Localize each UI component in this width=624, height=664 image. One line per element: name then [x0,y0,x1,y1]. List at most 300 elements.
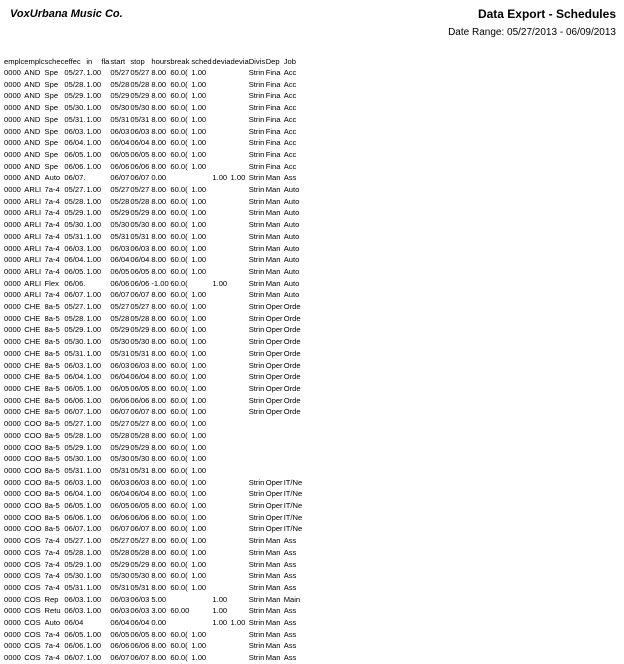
table-cell: 05/29 [110,208,130,218]
table-cell: AND [24,161,41,171]
table-cell [101,67,110,79]
table-cell: Auto [283,266,300,276]
table-cell: Auto [283,231,300,241]
table-cell: Ass [283,653,297,663]
table-cell: 06/06. [64,161,86,171]
table-cell: 06/07 [130,653,150,663]
table-cell: 8.00 [151,185,167,195]
table-cell [101,313,110,325]
table-cell [101,605,110,617]
table-cell [101,278,110,290]
table-cell: AND [24,138,41,148]
table-cell [212,383,230,395]
table-cell [212,640,230,652]
table-cell: Oper [265,501,283,511]
table-cell: 06/04 [130,255,150,265]
report-title: Data Export - Schedules [477,7,616,21]
table-cell: 1.00 [86,290,102,300]
table-cell: Acc [283,149,297,159]
table-cell: 05/29. [64,442,86,452]
table-cell [101,324,110,336]
table-cell: Orde [283,348,301,358]
table-cell [212,313,230,325]
column-header: hours [151,57,171,66]
table-cell: 06/04 [110,255,130,265]
table-cell: 1.00 [191,536,207,546]
table-cell: 8.00 [151,231,167,241]
table-cell: Fina [265,149,281,159]
table-cell: CHE [24,383,41,393]
table-cell: 05/30. [64,220,86,230]
table-row [4,430,308,442]
table-cell [231,442,249,454]
table-cell: COO [24,430,42,440]
table-cell [101,254,110,266]
table-cell: 0000 [4,407,21,417]
table-cell [212,161,230,173]
table-cell: 05/30. [64,571,86,581]
table-cell: 06/07 [110,290,130,300]
table-row [4,126,308,138]
table-cell: Man [265,173,281,183]
table-cell: Auto [283,278,300,288]
table-cell: 05/28 [130,196,150,206]
table-cell: 60.0( [170,68,188,77]
table-row [4,114,308,126]
table-cell: 06/05 [130,629,150,639]
table-cell: 1.00 [230,618,246,628]
table-cell [231,67,249,79]
table-cell: 8.00 [151,641,167,651]
table-cell: 8.00 [151,337,167,347]
table-cell: 05/31. [64,582,86,592]
table-cell: Strin [248,629,265,639]
table-cell: -1.00 [151,278,169,288]
table-cell [231,79,249,91]
table-header-row [4,56,308,67]
table-cell: COS [24,653,41,663]
table-cell: Ass [283,629,297,639]
table-cell [249,442,266,454]
table-cell [101,406,110,418]
table-cell: Man [265,185,281,195]
table-cell: 05/30 [110,571,130,581]
table-cell: 8.00 [151,407,167,417]
table-cell [231,254,249,266]
table-row [4,266,308,278]
table-cell: Oper [265,524,283,534]
table-cell: 05/30 [110,337,130,347]
table-cell: 06/06. [64,278,86,288]
table-cell: 05/27 [110,419,130,429]
table-cell: 05/28. [64,547,86,557]
table-cell [101,114,110,126]
table-cell: 60.0( [170,512,188,522]
table-cell: ARLI [24,196,42,206]
table-row [4,488,308,500]
table-cell: 8.00 [151,477,167,487]
table-cell: 60.0( [170,477,188,487]
table-row [4,243,308,255]
table-cell: Strin [248,68,265,77]
table-cell: Strin [248,582,265,592]
table-cell: 06/03 [130,606,150,616]
table-cell: 60.0( [170,524,188,534]
table-cell [231,477,249,489]
table-cell: 1.00 [86,594,102,604]
table-cell: 05/31. [64,231,86,241]
table-cell: 8.00 [151,465,167,475]
table-cell: 8.00 [151,196,167,206]
table-cell: 1.00 [86,138,102,148]
table-cell [101,301,110,313]
table-cell: 1.00 [86,161,102,171]
table-cell [231,231,249,243]
table-cell: Strin [248,325,265,335]
table-cell: Man [265,653,281,663]
table-row [4,360,308,372]
table-cell [231,418,249,430]
table-row [4,137,308,149]
table-cell [212,348,230,360]
table-cell: Fina [265,138,281,148]
table-cell: 06/03. [64,243,86,253]
table-cell: 0000 [4,208,21,218]
table-cell: 06/04 [130,138,150,148]
table-cell: 1.00 [191,220,207,230]
table-cell: 06/04. [64,489,86,499]
table-cell: 60.0( [170,91,188,101]
table-cell: 0000 [4,372,21,382]
table-cell [212,149,230,161]
table-cell: 0000 [4,419,21,429]
table-cell: Man [265,196,281,206]
column-header: emplc [4,57,25,66]
table-cell: 0000 [4,173,21,183]
table-row [4,161,308,173]
table-cell: 1.00 [191,465,207,475]
table-cell: 06/03. [64,126,86,136]
table-row [4,418,308,430]
table-cell [212,360,230,372]
table-cell: 8.00 [151,348,167,358]
table-cell: Strin [248,501,265,511]
table-cell: 0000 [4,618,21,628]
table-cell: Auto [44,173,61,183]
table-cell: 8a-5 [44,501,60,511]
table-cell [212,114,230,126]
table-cell: 06/07 [110,524,130,534]
table-cell: 0000 [4,606,21,616]
table-cell: CHE [24,348,41,358]
table-cell: 05/30 [130,220,150,230]
table-cell: Man [265,243,281,253]
table-cell: 1.00 [86,395,102,405]
table-cell: 60.0( [170,419,188,429]
table-cell: Orde [283,395,301,405]
table-row [4,570,308,582]
table-cell [212,254,230,266]
table-cell [212,231,230,243]
table-cell: 7a-4 [44,571,60,581]
table-cell: 05/31. [64,114,86,124]
table-cell [231,137,249,149]
table-cell: 1.00 [191,372,207,382]
table-cell [231,360,249,372]
table-cell [212,500,230,512]
table-cell: Strin [248,231,265,241]
table-cell: 06/06 [130,395,150,405]
table-cell [231,161,249,173]
table-cell [231,582,249,594]
table-cell: Fina [265,68,281,77]
table-cell: 06/06 [130,278,150,288]
table-cell: Orde [283,313,301,323]
table-cell: 7a-4 [44,582,60,592]
table-cell: 8.00 [151,653,167,663]
table-cell: Man [265,208,281,218]
table-cell: Man [265,618,281,628]
table-cell: 7a-4 [44,243,60,253]
table-cell: 05/28 [110,547,130,557]
table-cell: 05/30 [130,337,150,347]
table-cell: Strin [248,313,265,323]
table-cell: 05/28. [64,430,86,440]
table-cell: 1.00 [86,582,102,592]
table-cell: 05/30 [130,103,150,113]
table-cell [101,395,110,407]
table-cell: 0000 [4,348,21,358]
table-cell [231,547,249,559]
table-cell: 0000 [4,196,21,206]
table-row [4,582,308,594]
table-cell: 60.0( [170,407,188,417]
table-cell: Spe [44,149,59,159]
table-cell: Strin [248,524,265,534]
table-cell: 60.0( [170,161,188,171]
table-cell: 60.0( [170,103,188,113]
table-cell: Strin [248,653,265,663]
table-cell: 0000 [4,594,21,604]
table-cell: 7a-4 [44,266,60,276]
table-cell: 06/03 [110,126,130,136]
table-cell: Orde [283,302,301,312]
table-cell: 05/29 [130,91,150,101]
table-cell [212,652,230,664]
table-cell: 1.00 [86,524,102,534]
table-cell: COS [24,629,41,639]
table-cell [101,348,110,360]
table-cell: 0000 [4,126,21,136]
table-cell: 1.00 [86,325,102,335]
table-cell: Strin [248,547,265,557]
table-cell: IT/Ne [283,477,303,487]
table-cell [101,266,110,278]
table-cell: AND [24,103,41,113]
table-cell: 06/06 [110,278,130,288]
table-cell: 05/31 [110,348,130,358]
table-cell: 8.00 [151,489,167,499]
table-cell: Ass [283,547,297,557]
table-cell: COO [24,501,42,511]
table-cell: 1.00 [86,653,102,663]
column-header: Divis [248,57,266,66]
table-cell: 06/03 [110,477,130,487]
table-cell [212,465,230,477]
table-cell: 8.00 [151,220,167,230]
column-header: emplc [24,57,45,66]
table-cell: Ass [283,173,297,183]
table-cell: 06/03 [110,594,130,604]
table-cell: 06/07 [130,407,150,417]
column-header: fla [101,57,110,66]
table-cell: 7a-4 [44,290,60,300]
table-cell: Strin [248,618,265,628]
table-cell: 0000 [4,149,21,159]
table-cell: 0000 [4,91,21,101]
table-cell: Flex [44,278,59,288]
table-cell: Ass [283,606,297,616]
table-cell: Strin [248,489,265,499]
table-cell: 05/27. [64,68,86,77]
table-cell: 05/31 [110,231,130,241]
table-cell: 05/31 [130,114,150,124]
column-header: stop [130,57,145,66]
table-cell: 06/04 [110,618,130,628]
table-cell: 8.00 [151,372,167,382]
table-cell: 8.00 [151,79,167,89]
table-cell: Ass [283,571,297,581]
table-cell: 06/04 [130,618,150,628]
table-cell: Acc [283,161,297,171]
table-row [4,629,308,641]
table-cell: 1.00 [86,536,102,546]
table-cell: 0.00 [151,618,167,628]
table-cell: 1.00 [191,114,207,124]
table-cell: 7a-4 [44,185,60,195]
table-row [4,547,308,559]
table-cell: 1.00 [86,454,102,464]
table-cell: 05/30 [130,571,150,581]
table-cell: 05/28. [64,79,86,89]
table-cell: 0000 [4,243,21,253]
table-cell: 60.0( [170,325,188,335]
table-cell [231,406,249,418]
table-cell: 7a-4 [44,208,60,218]
table-cell: 1.00 [191,653,207,663]
table-cell [101,652,110,664]
table-cell: 60.0( [170,337,188,347]
table-cell [231,114,249,126]
table-cell [191,172,212,184]
table-cell: COS [24,547,41,557]
table-cell: 60.0( [170,430,188,440]
table-cell: 3.00 [151,606,167,616]
table-cell: 0000 [4,185,21,195]
table-cell: 06/07 [130,524,150,534]
table-row [4,90,308,102]
table-cell [212,442,230,454]
table-cell: 1.00 [191,582,207,592]
table-cell: 8a-5 [44,454,60,464]
table-cell: Orde [283,407,301,417]
table-cell: 05/29 [110,442,130,452]
table-cell [231,430,249,442]
table-cell: 60.00 [170,606,190,616]
table-cell: 8a-5 [44,477,60,487]
table-cell: 1.00 [86,114,102,124]
table-cell [212,184,230,196]
table-row [4,324,308,336]
table-cell: 1.00 [212,278,228,288]
table-cell: 05/30 [110,454,130,464]
table-cell: Fina [265,91,281,101]
table-cell: 8.00 [151,243,167,253]
table-cell: 60.0( [170,126,188,136]
table-cell [231,126,249,138]
table-cell: Auto [283,290,300,300]
table-cell: 05/27 [110,68,130,77]
table-cell: Strin [248,196,265,206]
column-header: devia [212,57,231,66]
table-cell: 06/07. [64,653,86,663]
table-cell [212,67,230,79]
table-cell: 05/28 [130,547,150,557]
table-cell: 1.00 [191,196,207,206]
table-cell: 8.00 [151,442,167,452]
table-cell [212,418,230,430]
table-cell: 06/05. [64,149,86,159]
table-cell: 8.00 [151,103,167,113]
table-cell [101,559,110,571]
table-cell: 8.00 [151,208,167,218]
table-cell: 05/29. [64,91,86,101]
table-row [4,406,308,418]
table-cell: Oper [265,512,283,522]
table-cell: Auto [283,185,300,195]
table-cell [231,219,249,231]
table-cell: 05/27. [64,536,86,546]
table-cell: 06/07 [110,173,130,183]
table-cell: 0000 [4,337,21,347]
table-cell: 1.00 [191,489,207,499]
table-cell: 8.00 [151,571,167,581]
table-cell: Strin [248,302,265,312]
table-cell: 1.00 [86,571,102,581]
table-cell: Oper [265,383,283,393]
table-cell: 8.00 [151,582,167,592]
table-cell: 60.0( [170,313,188,323]
table-cell: ARLI [24,185,42,195]
table-cell: 05/27 [110,536,130,546]
table-cell: Oper [265,407,283,417]
table-cell: 1.00 [191,313,207,323]
table-cell: 1.00 [86,559,102,569]
table-cell: 8a-5 [44,383,60,393]
table-cell: COO [24,465,42,475]
table-cell: 06/07 [110,407,130,417]
table-cell: 8.00 [151,501,167,511]
table-cell: 1.00 [191,641,207,651]
table-cell [284,430,308,442]
table-cell: Strin [248,220,265,230]
table-cell: 05/27. [64,185,86,195]
column-header: Job [283,57,296,66]
table-cell [101,453,110,465]
table-cell: Auto [283,196,300,206]
table-cell [231,640,249,652]
table-cell: 05/28. [64,313,86,323]
